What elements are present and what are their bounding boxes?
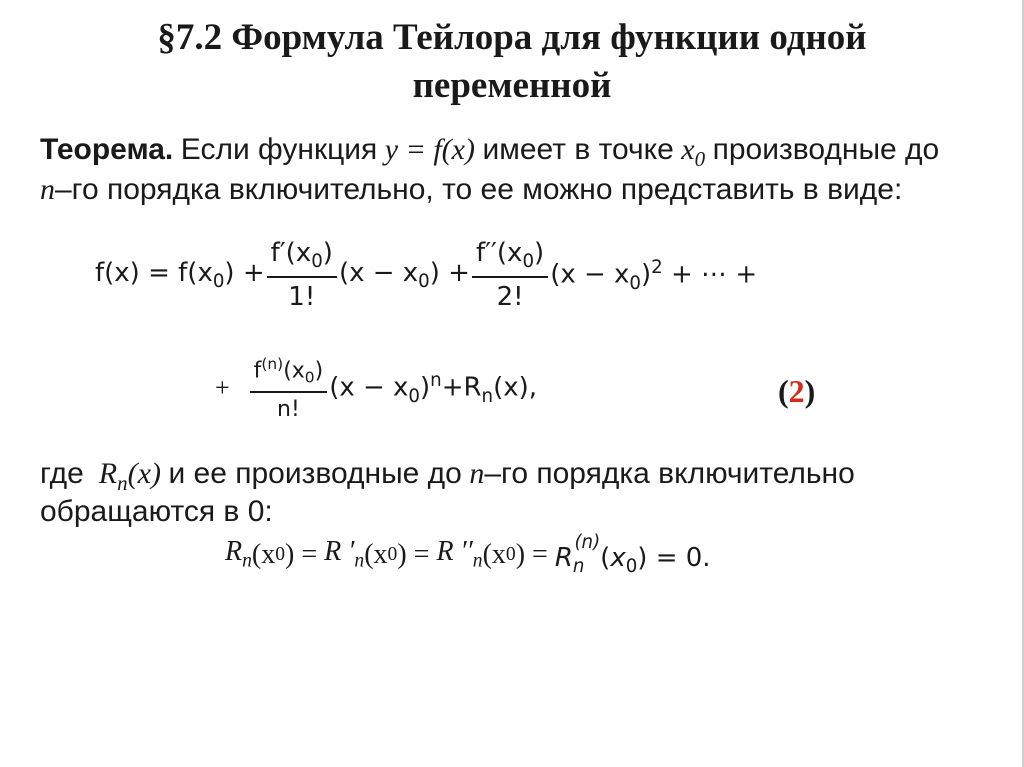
remainder-equality: $R_n$ (x 0 ) = R $'_n$ (x 0 ) = R $''_n$ (x 0 ) = $R_n^{(n)}(x_0) = 0$. <box>225 532 711 578</box>
title-line-1: §7.2 Формула Тейлора для функции одной <box>157 17 867 58</box>
taylor-formula-line-2 <box>215 355 537 422</box>
formula-plus: + <box>215 373 230 403</box>
fraction-second-derivative: $\frac{f''(x_0)}{2!}$ <box>472 238 548 312</box>
remainder-symbol: $R_n(x)$ <box>98 457 161 495</box>
theorem-text-2: имеет в точке <box>482 133 674 166</box>
theorem-text-1: Если функция <box>180 133 378 166</box>
formula-term-1: $(x - x_0)$ + <box>338 258 470 293</box>
theorem-line-2 <box>40 172 902 208</box>
slide-title <box>0 14 1024 110</box>
theorem-label: Теорема. <box>40 133 174 166</box>
equation-number-value: 2 <box>788 373 805 409</box>
theorem-function: y = f(x) <box>384 133 475 166</box>
formula-lhs: $f(x) = f(x_0)$ + <box>95 258 265 293</box>
theorem-text-3: производные до <box>712 133 940 166</box>
theorem-text-4: –го порядка включительно, то ее можно представить в виде: <box>55 173 903 206</box>
theorem-line-1 <box>40 132 939 177</box>
title-line-2: переменной <box>412 65 612 106</box>
fraction-first-derivative: $\frac{f'(x_0)}{1!}$ <box>267 238 337 312</box>
formula-remainder-term: $(x - x_0)^n+R_n(x)$, <box>329 369 538 407</box>
taylor-formula-line-1 <box>95 238 757 312</box>
theorem-point: $x_0$ <box>681 133 706 171</box>
formula-term-2: $(x - x_0)^2$ + ⋯ + <box>550 256 758 294</box>
remainder-line-2: обращаются в 0: <box>40 495 273 528</box>
theorem-n: n <box>40 173 55 206</box>
remainder-line-1: где $R_n(x)$ и ее производные до n–го порядка включительно <box>40 457 855 495</box>
fraction-nth-derivative: $\frac{f^{(n)}(x_0)}{n!}$ <box>250 355 328 422</box>
equation-number: (2) <box>778 373 816 409</box>
